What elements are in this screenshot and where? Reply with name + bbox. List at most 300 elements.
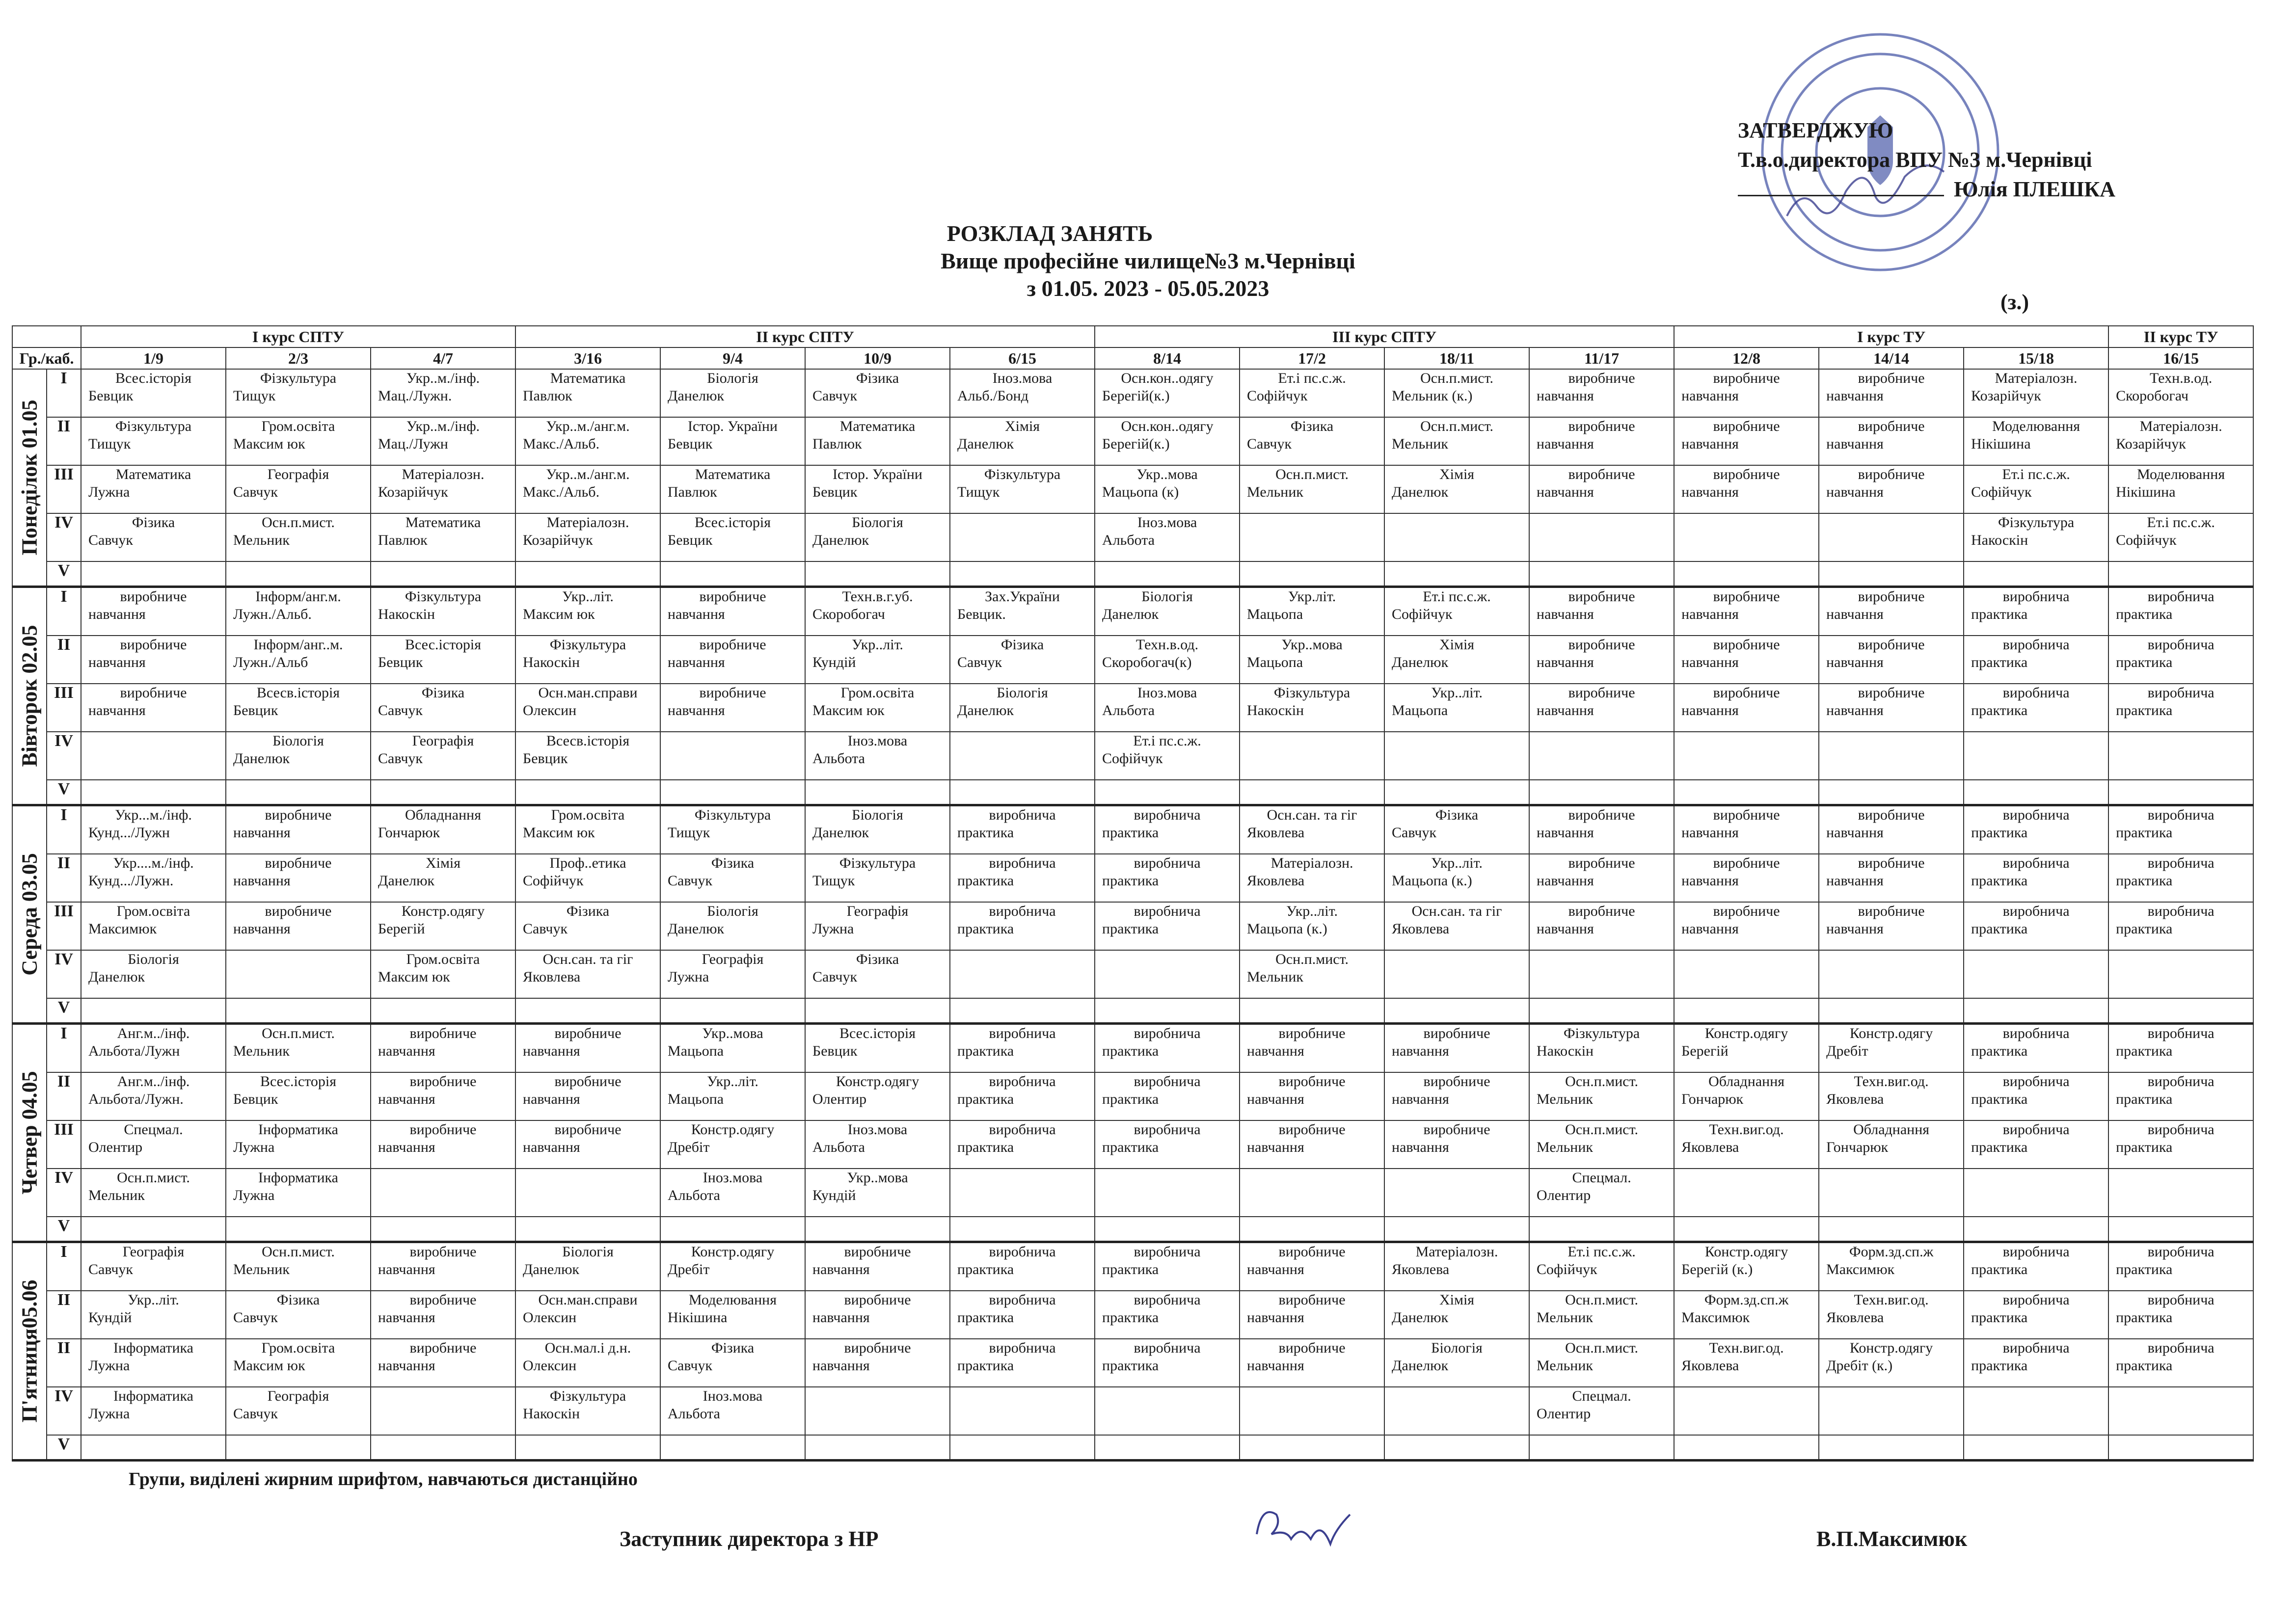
teacher-name: Бевцик (233, 1091, 278, 1107)
schedule-cell (81, 1217, 226, 1242)
subject-name: виробнича (2147, 1340, 2215, 1356)
subject-name: Укр..мова (847, 1170, 908, 1186)
teacher-name: Мельник (1247, 969, 1303, 985)
teacher-name: навчання (1247, 1043, 1304, 1059)
teacher-name: Максим юк (233, 1357, 305, 1374)
schedule-cell (1529, 561, 1674, 587)
subject-name: виробнича (2147, 1244, 2215, 1260)
subject-name: виробниче (554, 1025, 621, 1041)
schedule-cell (515, 732, 660, 780)
subject-name: Географія (122, 1244, 185, 1260)
subject-name: Фізкультура (260, 370, 337, 386)
schedule-cell (1819, 561, 1964, 587)
subject-name: Фізика (276, 1292, 320, 1308)
teacher-name: Мельник (88, 1187, 145, 1203)
schedule-cell (1819, 513, 1964, 561)
subject-name: Укр..мова (702, 1025, 763, 1041)
subject-name: Фізика (1000, 637, 1044, 653)
schedule-cell (950, 1120, 1095, 1169)
schedule-cell (515, 465, 660, 513)
schedule-cell (226, 369, 371, 417)
schedule-cell (2108, 854, 2253, 902)
subject-name: Іноз.мова (1137, 514, 1197, 531)
teacher-name: навчання (1537, 702, 1594, 718)
teacher-name: практика (2116, 606, 2173, 622)
schedule-cell (226, 780, 371, 805)
teacher-name: Накоскін (1247, 702, 1304, 718)
schedule-cell (1819, 854, 1964, 902)
schedule-cell (1529, 684, 1674, 732)
subject-name: Констр.одягу (1704, 1025, 1788, 1041)
lesson-row (12, 805, 2253, 854)
teacher-name: Лужна (88, 1357, 130, 1374)
teacher-name: практика (957, 1043, 1014, 1059)
teacher-name: навчання (1537, 606, 1594, 622)
teacher-name: Скоробогач (812, 606, 885, 622)
schedule-cell (1674, 465, 1819, 513)
subject-name: Осн.кон..одягу (1121, 370, 1214, 386)
lesson-number: ІІ (47, 636, 81, 684)
schedule-cell (1095, 854, 1240, 902)
subject-name: Осн.п.мист. (1565, 1121, 1638, 1138)
schedule-cell (1240, 1169, 1384, 1217)
lesson-row (12, 1217, 2253, 1242)
lesson-number: І (47, 369, 81, 417)
teacher-name: Мельник (1392, 436, 1448, 452)
schedule-cell (1384, 998, 1529, 1024)
subject-name: виробнича (1134, 807, 1201, 823)
subject-name: виробнича (1134, 903, 1201, 919)
subject-name: Осн.п.мист. (1420, 370, 1493, 386)
subject-name: Моделювання (2137, 466, 2225, 482)
subject-name: виробниче (1568, 807, 1635, 823)
teacher-name: Альбота/Лужн (88, 1043, 180, 1059)
schedule-cell (81, 1072, 226, 1120)
schedule-cell (1095, 513, 1240, 561)
teacher-name: Данелюк (1392, 1357, 1449, 1374)
schedule-cell (1240, 854, 1384, 902)
teacher-name: Козарійчук (523, 532, 593, 548)
lesson-number: ІІІ (47, 1120, 81, 1169)
teacher-name: навчання (1537, 388, 1594, 404)
course-header: ІІ курс СПТУ (515, 326, 1095, 347)
teacher-name: Яковлева (1826, 1309, 1884, 1326)
teacher-name: навчання (1826, 825, 1884, 841)
schedule-cell (1240, 732, 1384, 780)
teacher-name: Тищук (88, 436, 131, 452)
schedule-cell (1964, 998, 2108, 1024)
schedule-cell (81, 561, 226, 587)
teacher-name: Козарійчук (1971, 388, 2041, 404)
schedule-cell (515, 369, 660, 417)
schedule-cell (2108, 587, 2253, 636)
subject-name: виробнича (2147, 1121, 2215, 1138)
schedule-cell (371, 417, 515, 465)
teacher-name: Олексин (523, 1357, 577, 1374)
schedule-cell (1384, 902, 1529, 950)
subject-name: виробнича (1134, 1340, 1201, 1356)
subject-name: Географія (846, 903, 909, 919)
subject-name: Моделювання (1992, 418, 2080, 434)
subject-name: Анг.м../інф. (117, 1073, 190, 1090)
teacher-name: практика (1971, 921, 2028, 937)
subject-name: Осн.п.мист. (1420, 418, 1493, 434)
subject-name: Математика (115, 466, 191, 482)
subject-name: Спецмал. (124, 1121, 183, 1138)
teacher-name: практика (1971, 702, 2028, 718)
subject-name: Гром.освіта (261, 418, 335, 434)
schedule-cell (805, 1072, 950, 1120)
teacher-name: Бевцик (233, 702, 278, 718)
subject-name: Іноз.мова (847, 733, 908, 749)
schedule-cell (1674, 417, 1819, 465)
schedule-cell (226, 561, 371, 587)
subject-name: виробниче (409, 1244, 477, 1260)
teacher-name: Софійчук (1971, 484, 2032, 500)
schedule-cell (1384, 1024, 1529, 1073)
schedule-cell (226, 465, 371, 513)
subject-name: Хімія (1439, 637, 1475, 653)
schedule-cell (226, 805, 371, 854)
subject-name: виробнича (2002, 1073, 2070, 1090)
teacher-name: практика (2116, 1043, 2173, 1059)
subject-name: Осн.мал.і д.н. (544, 1340, 631, 1356)
schedule-cell (950, 1242, 1095, 1291)
schedule-cell (1240, 1024, 1384, 1073)
teacher-name: Олентир (88, 1139, 143, 1155)
schedule-cell (2108, 732, 2253, 780)
subject-name: виробниче (844, 1292, 911, 1308)
schedule-cell (1529, 732, 1674, 780)
teacher-name: практика (1102, 1261, 1159, 1277)
group-header: 17/2 (1240, 347, 1384, 369)
lesson-number: ІІІ (47, 684, 81, 732)
subject-name: виробниче (1713, 807, 1780, 823)
teacher-name: Данелюк (812, 825, 869, 841)
lesson-number: V (47, 1217, 81, 1242)
lesson-number: ІV (47, 1169, 81, 1217)
schedule-cell (371, 684, 515, 732)
school-name: Вище професійне чилище№3 м.Чернівці (941, 248, 1355, 273)
subject-name: виробнича (2147, 685, 2215, 701)
subject-name: Ет.і пс.с.ж. (1567, 1244, 1636, 1260)
schedule-cell (81, 1120, 226, 1169)
subject-name: Гром.освіта (406, 951, 480, 967)
schedule-cell (1240, 1435, 1384, 1461)
schedule-cell (1819, 1339, 1964, 1387)
schedule-cell (950, 1291, 1095, 1339)
teacher-name: Савчук (812, 388, 858, 404)
teacher-name: Данелюк (1392, 1309, 1449, 1326)
schedule-cell (805, 1217, 950, 1242)
teacher-name: Бевцик (812, 1043, 858, 1059)
schedule-cell (1674, 1242, 1819, 1291)
schedule-cell (1529, 1120, 1674, 1169)
schedule-cell (371, 1387, 515, 1435)
subject-name: Констр.одягу (691, 1244, 775, 1260)
schedule-cell (371, 998, 515, 1024)
schedule-cell (1964, 587, 2108, 636)
teacher-name: практика (2116, 873, 2173, 889)
teacher-name: Софійчук (1392, 606, 1453, 622)
subject-name: Біологія (852, 807, 903, 823)
subject-name: Спецмал. (1572, 1170, 1631, 1186)
teacher-name: Мельник (1537, 1139, 1593, 1155)
teacher-name: практика (1102, 1309, 1159, 1326)
teacher-name: практика (1971, 1309, 2028, 1326)
subject-name: Осн.сан. та гіг (1267, 807, 1357, 823)
subject-name: виробнича (989, 1121, 1056, 1138)
schedule-cell (1529, 1435, 1674, 1461)
subject-name: Констр.одягу (836, 1073, 919, 1090)
subject-name: Осн.ман.справи (538, 685, 638, 701)
schedule-cell (1384, 1169, 1529, 1217)
schedule-cell (805, 1120, 950, 1169)
subject-name: Біологія (1141, 588, 1193, 605)
teacher-name: Олексин (523, 702, 577, 718)
lesson-number: V (47, 998, 81, 1024)
teacher-name: Бевцик (523, 750, 568, 767)
teacher-name: Бевцик (378, 654, 423, 670)
teacher-name: Альбота (668, 1406, 720, 1422)
subject-name: Осн.п.мист. (1565, 1292, 1638, 1308)
teacher-name: Максимюк (1681, 1309, 1750, 1326)
schedule-cell (2108, 369, 2253, 417)
subject-name: Хімія (1004, 418, 1040, 434)
teacher-name: Дребіт (к.) (1826, 1357, 1893, 1374)
schedule-cell (660, 684, 805, 732)
schedule-cell (81, 1291, 226, 1339)
schedule-period: з 01.05. 2023 - 05.05.2023 (1026, 276, 1270, 301)
subject-name: Всес.історія (839, 1025, 916, 1041)
subject-name: виробнича (2002, 588, 2070, 605)
teacher-name: Альбота (1102, 702, 1155, 718)
schedule-cell (2108, 950, 2253, 998)
schedule-cell (1529, 587, 1674, 636)
schedule-cell (950, 636, 1095, 684)
schedule-cell (1384, 805, 1529, 854)
subject-name: Укр..літ. (128, 1292, 179, 1308)
schedule-cell (660, 780, 805, 805)
teacher-name: Кундій (812, 654, 856, 670)
schedule-cell (1674, 513, 1819, 561)
subject-name: Укр..мова (1281, 637, 1343, 653)
subject-name: Осн.п.мист. (1565, 1340, 1638, 1356)
schedule-cell (1964, 1291, 2108, 1339)
schedule-cell (805, 1169, 950, 1217)
teacher-name: практика (2116, 921, 2173, 937)
subject-name: Фізкультура (549, 1388, 626, 1404)
schedule-cell (1384, 636, 1529, 684)
lesson-row (12, 1169, 2253, 1217)
schedule-cell (1384, 1242, 1529, 1291)
lesson-row (12, 732, 2253, 780)
schedule-cell (1964, 561, 2108, 587)
teacher-name: навчання (1681, 825, 1739, 841)
schedule-cell (1819, 684, 1964, 732)
subject-name: виробниче (1713, 466, 1780, 482)
teacher-name: Яковлева (1681, 1139, 1739, 1155)
teacher-name: навчання (1681, 702, 1739, 718)
teacher-name: Софійчук (2116, 532, 2177, 548)
approval-position: Т.в.о.директора ВПУ №3 м.Чернівці (1738, 148, 2092, 172)
subject-name: Осн.п.мист. (117, 1170, 190, 1186)
subject-name: виробниче (844, 1244, 911, 1260)
schedule-cell (950, 1387, 1095, 1435)
subject-name: Осн.п.мист. (262, 514, 335, 531)
group-header: 14/14 (1819, 347, 1964, 369)
schedule-cell (950, 854, 1095, 902)
schedule-cell (515, 950, 660, 998)
teacher-name: навчання (1537, 825, 1594, 841)
schedule-cell (1095, 587, 1240, 636)
schedule-cell (1819, 1072, 1964, 1120)
teacher-name: навчання (378, 1139, 435, 1155)
schedule-cell (1964, 684, 2108, 732)
schedule-cell (1384, 1217, 1529, 1242)
teacher-name: Савчук (1247, 436, 1292, 452)
schedule-cell (660, 1435, 805, 1461)
lesson-number: V (47, 1435, 81, 1461)
schedule-cell (515, 513, 660, 561)
lesson-row (12, 1242, 2253, 1291)
schedule-cell (1095, 1120, 1240, 1169)
day-label (12, 369, 47, 587)
subject-name: Інформ/анг..м. (253, 637, 343, 653)
teacher-name: практика (2116, 1139, 2173, 1155)
subject-name: Біологія (707, 370, 758, 386)
subject-name: виробнича (2002, 855, 2070, 871)
subject-name: виробниче (1858, 637, 1925, 653)
schedule-cell (2108, 902, 2253, 950)
teacher-name: Яковлева (1392, 1261, 1450, 1277)
schedule-cell (1240, 1291, 1384, 1339)
teacher-name: практика (957, 1139, 1014, 1155)
schedule-cell (1095, 732, 1240, 780)
teacher-name: Максимюк (88, 921, 157, 937)
subject-name: Констр.одягу (1849, 1025, 1933, 1041)
subject-name: виробниче (1568, 903, 1635, 919)
subject-name: Укр.літ. (1288, 588, 1336, 605)
schedule-cell (1240, 1387, 1384, 1435)
schedule-cell (1095, 1387, 1240, 1435)
subject-name: Іноз.мова (992, 370, 1053, 386)
subject-name: Всесв.історія (256, 685, 340, 701)
schedule-cell (660, 998, 805, 1024)
header-corner (12, 326, 81, 347)
teacher-name: Берегій (378, 921, 425, 937)
schedule-cell (81, 1435, 226, 1461)
schedule-cell (1384, 561, 1529, 587)
schedule-cell (1674, 1072, 1819, 1120)
subject-name: виробнича (989, 807, 1056, 823)
schedule-cell (1095, 805, 1240, 854)
schedule-cell (371, 1072, 515, 1120)
teacher-name: Накоскін (523, 654, 580, 670)
subject-name: Географія (412, 733, 474, 749)
schedule-cell (1384, 732, 1529, 780)
subject-name: Фізика (856, 370, 899, 386)
schedule-cell (1674, 1024, 1819, 1073)
teacher-name: Данелюк (668, 921, 725, 937)
schedule-cell (1095, 636, 1240, 684)
subject-name: Гром.освіта (551, 807, 625, 823)
teacher-name: практика (1971, 825, 2028, 841)
schedule-cell (226, 950, 371, 998)
schedule-cell (515, 1169, 660, 1217)
schedule-cell (805, 369, 950, 417)
subject-name: Констр.одягу (1704, 1244, 1788, 1260)
subject-name: виробниче (1858, 685, 1925, 701)
subject-name: Укр..літ. (1431, 855, 1483, 871)
schedule-cell (515, 1435, 660, 1461)
lesson-row (12, 902, 2253, 950)
subject-name: Форм.зд.сп.ж (1704, 1292, 1789, 1308)
schedule-cell (1819, 1024, 1964, 1073)
course-header: І курс ТУ (1674, 326, 2108, 347)
schedule-cell (805, 465, 950, 513)
schedule-cell (950, 1339, 1095, 1387)
lesson-row (12, 950, 2253, 998)
subject-name: виробниче (1858, 370, 1925, 386)
schedule-cell (1674, 1291, 1819, 1339)
schedule-cell (2108, 1024, 2253, 1073)
schedule-cell (1240, 561, 1384, 587)
subject-name: виробнича (2002, 1025, 2070, 1041)
schedule-cell (2108, 417, 2253, 465)
subject-name: Істор. України (688, 418, 778, 434)
schedule-cell (950, 732, 1095, 780)
subject-name: Форм.зд.сп.ж (1849, 1244, 1934, 1260)
teacher-name: практика (1102, 1357, 1159, 1374)
teacher-name: практика (1102, 873, 1159, 889)
schedule-cell (1964, 780, 2108, 805)
schedule-cell (81, 465, 226, 513)
subject-name: виробниче (265, 903, 332, 919)
schedule-cell (1964, 1387, 2108, 1435)
teacher-name: Яковлева (1247, 825, 1305, 841)
subject-name: Всесв.історія (546, 733, 630, 749)
subject-name: виробниче (1278, 1244, 1346, 1260)
group-header: 18/11 (1384, 347, 1529, 369)
subject-name: виробнича (989, 1025, 1056, 1041)
course-header: ІІІ курс СПТУ (1095, 326, 1674, 347)
subject-name: виробнича (2147, 1025, 2215, 1041)
schedule-cell (2108, 1072, 2253, 1120)
teacher-name: навчання (1537, 484, 1594, 500)
teacher-name: Данелюк (88, 969, 145, 985)
teacher-name: Олентир (1537, 1187, 1591, 1203)
schedule-cell (660, 854, 805, 902)
lesson-row (12, 998, 2253, 1024)
teacher-name: Савчук (523, 921, 568, 937)
subject-name: Осн.кон..одягу (1121, 418, 1214, 434)
schedule-cell (950, 902, 1095, 950)
teacher-name: практика (1971, 1043, 2028, 1059)
teacher-name: навчання (1826, 654, 1884, 670)
day-label (12, 1242, 47, 1461)
teacher-name: практика (2116, 1261, 2173, 1277)
subject-name: Осн.ман.справи (538, 1292, 638, 1308)
teacher-name: навчання (1247, 1139, 1304, 1155)
subject-name: Іноз.мова (847, 1121, 908, 1138)
subject-name: Математика (550, 370, 626, 386)
schedule-cell (805, 1339, 950, 1387)
approval-block (1738, 116, 2115, 204)
subject-name: виробниче (1713, 685, 1780, 701)
teacher-name: навчання (88, 654, 146, 670)
schedule-cell (81, 854, 226, 902)
